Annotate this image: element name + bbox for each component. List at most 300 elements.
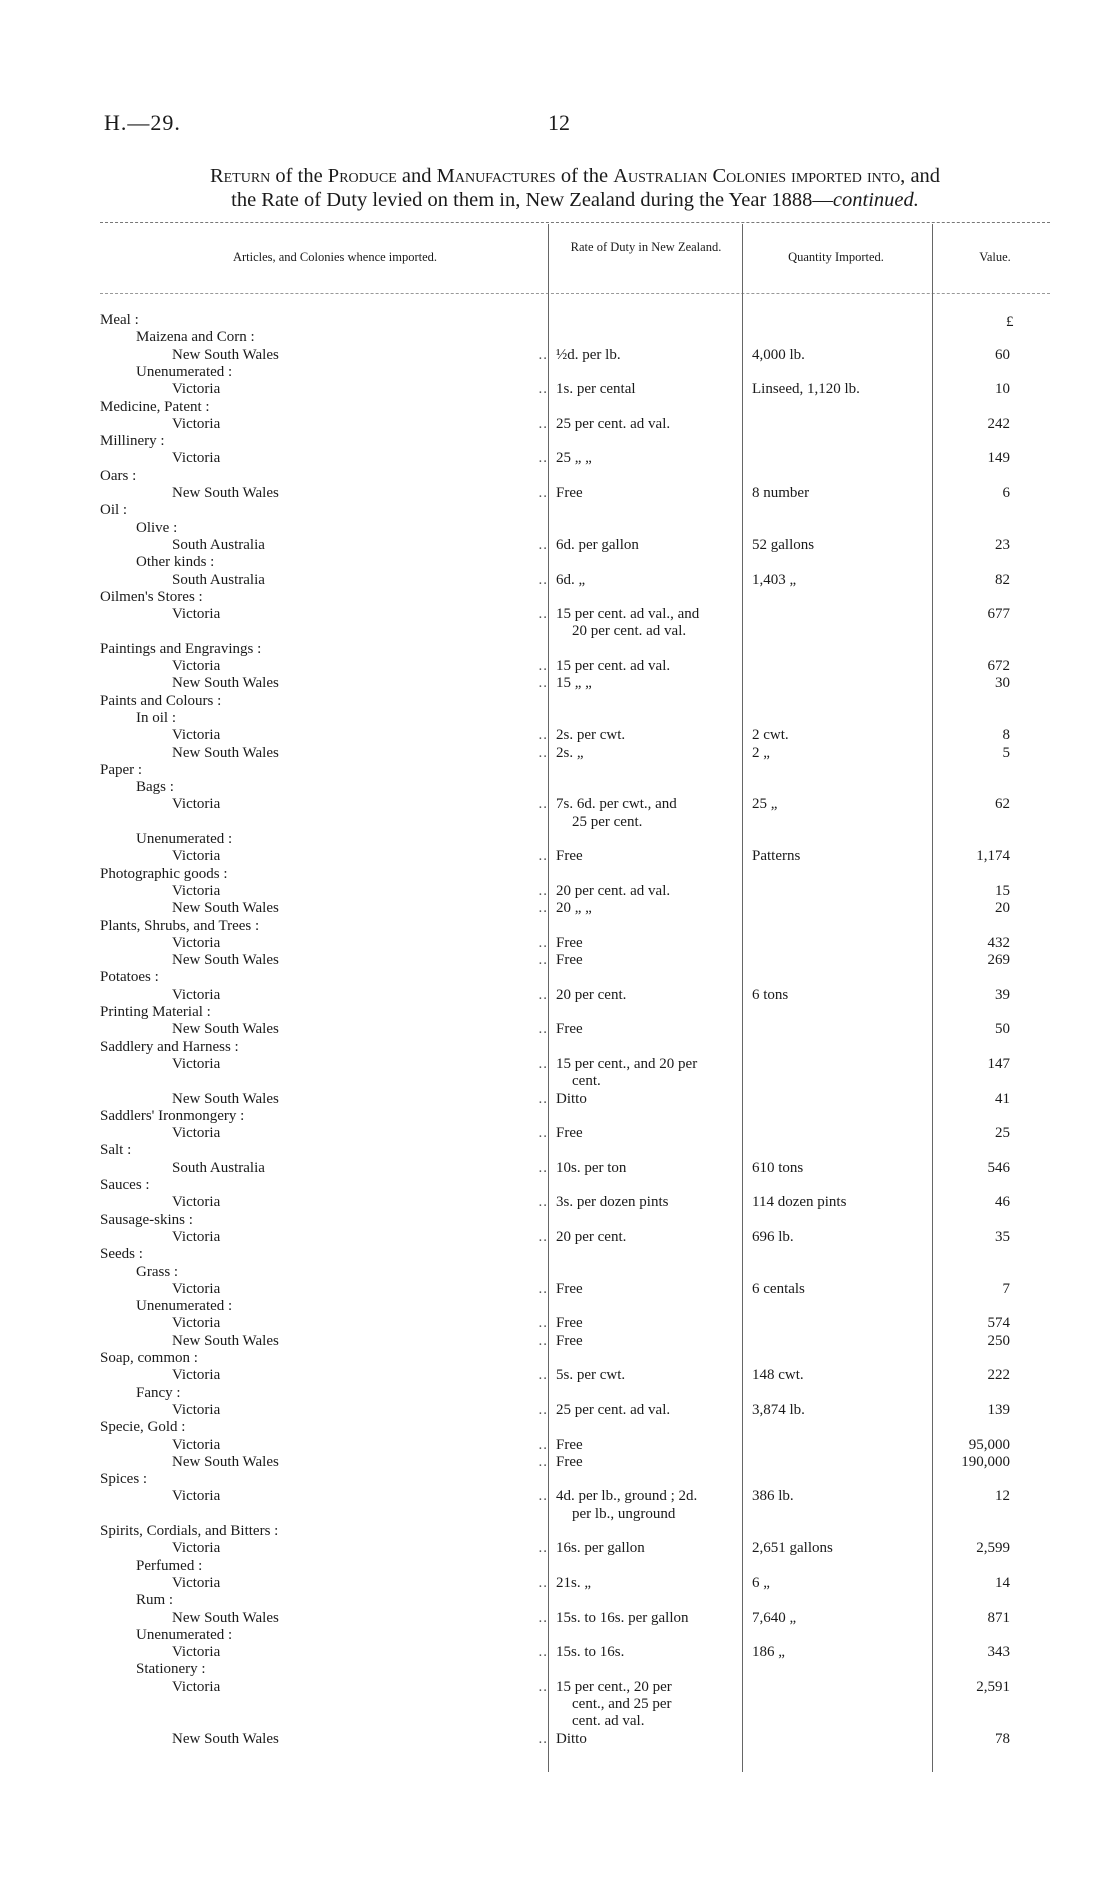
value-amount: 78 — [995, 1730, 1010, 1747]
leader-dots: .. — [538, 1332, 548, 1349]
value-amount: 35 — [995, 1228, 1010, 1245]
table-row — [0, 364, 1114, 381]
value-amount: 343 — [987, 1644, 1010, 1661]
table-row — [0, 1731, 1114, 1748]
table-row — [0, 1644, 1114, 1661]
leader-dots: .. — [538, 900, 548, 917]
row-label: New South Wales — [172, 744, 279, 761]
duty-rate: 21s. „ — [556, 1574, 591, 1591]
value-amount: 242 — [987, 415, 1010, 432]
col-header-quantity: Quantity Imported. — [788, 250, 884, 264]
table-row — [0, 1021, 1114, 1038]
duty-rate: Free — [556, 1021, 583, 1038]
table-row — [0, 1540, 1114, 1557]
row-label: Victoria — [172, 381, 221, 398]
duty-rate: 15 per cent. ad val., and — [556, 606, 700, 623]
table-row — [0, 1575, 1114, 1592]
quantity-imported: 1,403 „ — [752, 571, 797, 588]
table-row — [0, 1073, 1114, 1090]
value-amount: 62 — [995, 796, 1010, 813]
duty-rate: 20 per cent. — [556, 1228, 627, 1245]
quantity-imported: 25 „ — [752, 796, 778, 813]
table-row — [0, 1679, 1114, 1696]
table-row — [0, 554, 1114, 571]
table-row — [0, 969, 1114, 986]
duty-rate: Free — [556, 934, 583, 951]
duty-rate-continued: cent. — [572, 1073, 601, 1090]
duty-rate: 15 per cent., and 20 per — [556, 1055, 698, 1072]
top-rule — [100, 222, 1050, 223]
table-row — [0, 1696, 1114, 1713]
row-label: Victoria — [172, 796, 221, 813]
duty-rate: Free — [556, 1436, 583, 1453]
row-label: Printing Material : — [100, 1004, 211, 1020]
value-amount: 546 — [987, 1159, 1010, 1176]
row-label: New South Wales — [172, 1453, 279, 1470]
row-label: Seeds : — [100, 1246, 143, 1263]
duty-rate: 15s. to 16s. per gallon — [556, 1609, 689, 1626]
table-row — [0, 1385, 1114, 1402]
leader-dots: .. — [538, 986, 548, 1003]
row-label: Fancy : — [136, 1384, 181, 1401]
duty-rate: ½d. per lb. — [556, 346, 621, 363]
leader-dots: .. — [538, 1315, 548, 1332]
value-amount: 12 — [995, 1488, 1010, 1505]
table-row — [0, 641, 1114, 658]
row-label: Meal : — [100, 312, 139, 328]
row-label: Victoria — [172, 415, 221, 432]
row-label: Saddlers' Ironmongery : — [100, 1107, 245, 1124]
table-row — [0, 1039, 1114, 1056]
duty-rate: Free — [556, 952, 583, 969]
quantity-imported: 148 cwt. — [752, 1367, 804, 1384]
row-label: Victoria — [172, 727, 221, 744]
value-amount: 95,000 — [968, 1436, 1010, 1453]
leader-dots: .. — [538, 1678, 548, 1695]
quantity-imported: 696 lb. — [752, 1228, 794, 1245]
table-row — [0, 1402, 1114, 1419]
row-label: Victoria — [172, 658, 221, 674]
leader-dots: .. — [538, 1453, 548, 1470]
title-word: and — [401, 165, 432, 187]
leader-dots: .. — [538, 796, 548, 813]
leader-dots: .. — [538, 658, 548, 674]
table-row — [0, 693, 1114, 710]
leader-dots: .. — [538, 1436, 548, 1453]
table-row — [0, 1713, 1114, 1730]
table-row — [0, 416, 1114, 433]
leader-dots: .. — [538, 1401, 548, 1418]
table-row — [0, 1142, 1114, 1159]
table-row — [0, 675, 1114, 692]
value-amount: 139 — [987, 1401, 1010, 1418]
table-row — [0, 710, 1114, 727]
row-label: Oil : — [100, 502, 128, 519]
table-row — [0, 1627, 1114, 1644]
table-row — [0, 329, 1114, 346]
document-reference: H.—29. — [104, 110, 181, 135]
duty-rate: 20 per cent. — [556, 986, 627, 1003]
value-amount: 432 — [987, 934, 1010, 951]
header-rule — [100, 293, 1050, 294]
leader-dots: .. — [538, 1367, 548, 1384]
row-label: New South Wales — [172, 1090, 279, 1107]
duty-rate: 1s. per cental — [556, 381, 636, 398]
row-label: Victoria — [172, 1194, 221, 1211]
table-row — [0, 1108, 1114, 1125]
value-amount: 2,599 — [976, 1540, 1010, 1557]
row-label: New South Wales — [172, 675, 279, 692]
table-row — [0, 450, 1114, 467]
value-amount: 6 — [1002, 485, 1010, 501]
row-label: Victoria — [172, 1574, 221, 1591]
row-label: Millinery : — [100, 433, 165, 450]
table-row — [0, 1488, 1114, 1505]
leader-dots: .. — [538, 1021, 548, 1038]
leader-dots: .. — [538, 346, 548, 363]
leader-dots: .. — [538, 882, 548, 899]
table-row — [0, 987, 1114, 1004]
value-amount: 149 — [987, 450, 1010, 467]
row-label: Oars : — [100, 467, 137, 484]
leader-dots: .. — [538, 934, 548, 951]
row-label: Paintings and Engravings : — [100, 640, 262, 657]
value-amount: 23 — [995, 536, 1010, 553]
leader-dots: .. — [538, 1540, 548, 1557]
value-amount: 60 — [995, 346, 1010, 363]
row-label: Victoria — [172, 882, 221, 899]
table-row — [0, 1558, 1114, 1575]
row-label: Salt : — [100, 1142, 132, 1159]
duty-rate: 20 „ „ — [556, 900, 592, 917]
value-amount: 7 — [1002, 1280, 1010, 1297]
quantity-imported: 6 „ — [752, 1574, 770, 1591]
leader-dots: .. — [538, 744, 548, 761]
row-label: Spirits, Cordials, and Bitters : — [100, 1523, 279, 1539]
leader-dots: .. — [538, 1194, 548, 1211]
row-label: New South Wales — [172, 1609, 279, 1626]
quantity-imported: 8 number — [752, 485, 810, 501]
duty-rate: 10s. per ton — [556, 1159, 627, 1176]
table-row — [0, 1281, 1114, 1298]
title-continued: continued. — [832, 189, 919, 211]
table-row — [0, 502, 1114, 519]
row-label: Victoria — [172, 1228, 221, 1245]
table-row — [0, 866, 1114, 883]
table-row — [0, 1437, 1114, 1454]
leader-dots: .. — [538, 381, 548, 398]
duty-rate: 20 per cent. ad val. — [556, 882, 671, 899]
duty-rate: Free — [556, 848, 583, 865]
table-row — [0, 745, 1114, 762]
duty-rate: 25 per cent. ad val. — [556, 415, 671, 432]
duty-rate: Free — [556, 1125, 583, 1142]
table-row — [0, 468, 1114, 485]
row-label: New South Wales — [172, 952, 279, 969]
duty-rate: 7s. 6d. per cwt., and — [556, 796, 677, 813]
leader-dots: .. — [538, 536, 548, 553]
leader-dots: .. — [538, 1609, 548, 1626]
title-word: Return — [209, 165, 271, 187]
row-label: Victoria — [172, 934, 221, 951]
row-label: Paper : — [100, 761, 143, 778]
value-amount: 222 — [987, 1367, 1010, 1384]
col-header-value: Value. — [979, 250, 1011, 264]
quantity-imported: Linseed, 1,120 lb. — [752, 381, 860, 398]
row-label: New South Wales — [172, 1332, 279, 1349]
table-row — [0, 1125, 1114, 1142]
row-label: New South Wales — [172, 485, 279, 501]
table-row — [0, 1506, 1114, 1523]
leader-dots: .. — [538, 1125, 548, 1142]
table-row — [0, 935, 1114, 952]
table-row — [0, 1264, 1114, 1281]
row-label: Victoria — [172, 986, 221, 1003]
value-amount: 147 — [987, 1055, 1010, 1072]
table-row — [0, 606, 1114, 623]
value-amount: 30 — [995, 675, 1010, 692]
duty-rate-continued: cent. ad val. — [572, 1713, 645, 1730]
duty-rate: 6d. „ — [556, 571, 586, 588]
table-row — [0, 1523, 1114, 1540]
row-label: New South Wales — [172, 900, 279, 917]
table-row — [0, 762, 1114, 779]
duty-rate: Free — [556, 1280, 583, 1297]
row-label: Victoria — [172, 606, 221, 623]
duty-rate: 15s. to 16s. — [556, 1644, 625, 1661]
value-amount: 574 — [987, 1315, 1010, 1332]
row-label: Stationery : — [136, 1661, 206, 1678]
title-line-2: the Rate of Duty levied on them in, New Zealand during the Year 1888— — [231, 189, 833, 211]
leader-dots: .. — [538, 485, 548, 501]
row-label: South Australia — [172, 571, 265, 588]
value-amount: 39 — [995, 986, 1010, 1003]
leader-dots: .. — [538, 415, 548, 432]
table-row — [0, 537, 1114, 554]
duty-rate-continued: 20 per cent. ad val. — [572, 623, 687, 640]
leader-dots: .. — [538, 952, 548, 969]
row-label: Victoria — [172, 1401, 221, 1418]
page-title — [100, 164, 1050, 212]
row-label: Other kinds : — [136, 554, 215, 571]
quantity-imported: 7,640 „ — [752, 1609, 797, 1626]
value-amount: 8 — [1002, 727, 1010, 744]
title-word: of the — [275, 165, 323, 187]
leader-dots: .. — [538, 1644, 548, 1661]
quantity-imported: 610 tons — [752, 1159, 804, 1176]
leader-dots: .. — [538, 571, 548, 588]
leader-dots: .. — [538, 1159, 548, 1176]
table-row — [0, 623, 1114, 640]
duty-rate: Free — [556, 1332, 583, 1349]
row-label: Bags : — [136, 779, 174, 796]
table-row — [0, 589, 1114, 606]
table-row — [0, 1315, 1114, 1332]
quantity-imported: 2,651 gallons — [752, 1540, 833, 1557]
row-label: Victoria — [172, 1436, 221, 1453]
leader-dots: .. — [538, 450, 548, 467]
row-label: Olive : — [136, 519, 178, 536]
duty-rate-continued: cent., and 25 per — [572, 1696, 672, 1712]
leader-dots: .. — [538, 1090, 548, 1107]
table-row — [0, 347, 1114, 364]
table-row — [0, 883, 1114, 900]
row-label: Unenumerated : — [136, 1298, 233, 1315]
quantity-imported: 2 „ — [752, 744, 770, 761]
table-row — [0, 952, 1114, 969]
value-amount: 5 — [1002, 744, 1010, 761]
row-label: Victoria — [172, 1125, 221, 1142]
row-label: Victoria — [172, 1540, 221, 1557]
table-row — [0, 1246, 1114, 1263]
table-row — [0, 1367, 1114, 1384]
value-amount: 1,174 — [976, 848, 1010, 865]
row-label: Potatoes : — [100, 969, 159, 986]
row-label: Soap, common : — [100, 1350, 198, 1366]
value-amount: 190,000 — [961, 1453, 1010, 1470]
row-label: Unenumerated : — [136, 1626, 233, 1643]
table-row — [0, 1229, 1114, 1246]
title-word: and — [910, 165, 941, 187]
table-row — [0, 1212, 1114, 1229]
row-label: Victoria — [172, 450, 221, 467]
row-label: Victoria — [172, 1678, 221, 1695]
row-label: Rum : — [136, 1592, 174, 1609]
leader-dots: .. — [538, 675, 548, 692]
value-amount: 41 — [995, 1090, 1010, 1107]
row-label: Unenumerated : — [136, 831, 233, 847]
value-amount: 2,591 — [976, 1678, 1010, 1695]
quantity-imported: 4,000 lb. — [752, 346, 805, 363]
table-row — [0, 1592, 1114, 1609]
quantity-imported: Patterns — [752, 848, 801, 865]
leader-dots: .. — [538, 1280, 548, 1297]
duty-rate: 4d. per lb., ground ; 2d. — [556, 1488, 698, 1505]
table-row — [0, 779, 1114, 796]
leader-dots: .. — [538, 1228, 548, 1245]
row-label: New South Wales — [172, 346, 279, 363]
row-label: Medicine, Patent : — [100, 398, 210, 415]
duty-rate: 25 „ „ — [556, 450, 592, 467]
leader-dots: .. — [538, 1574, 548, 1591]
row-label: Oilmen's Stores : — [100, 588, 203, 605]
table-row — [0, 1160, 1114, 1177]
row-label: Unenumerated : — [136, 363, 233, 380]
row-label: Specie, Gold : — [100, 1419, 186, 1436]
row-label: Spices : — [100, 1471, 148, 1488]
quantity-imported: 52 gallons — [752, 536, 815, 553]
value-amount: 46 — [995, 1194, 1010, 1211]
currency-symbol: £ — [1006, 314, 1014, 330]
quantity-imported: 114 dozen pints — [752, 1194, 847, 1211]
value-amount: 50 — [995, 1021, 1010, 1038]
table-row — [0, 658, 1114, 675]
leader-dots: .. — [538, 1055, 548, 1072]
duty-rate: 2s. per cwt. — [556, 727, 626, 744]
table-row — [0, 520, 1114, 537]
table-row — [0, 900, 1114, 917]
quantity-imported: 386 lb. — [752, 1488, 794, 1505]
row-label: Perfumed : — [136, 1557, 203, 1574]
value-amount: 672 — [987, 658, 1010, 674]
row-label: Victoria — [172, 1055, 221, 1072]
table-row — [0, 727, 1114, 744]
duty-rate: Ditto — [556, 1090, 587, 1107]
duty-rate: Free — [556, 485, 583, 501]
table-row — [0, 848, 1114, 865]
title-word: Australian Colonies imported into, — [613, 165, 906, 187]
table-row — [0, 485, 1114, 502]
leader-dots: .. — [538, 727, 548, 744]
leader-dots: .. — [538, 848, 548, 865]
row-label: South Australia — [172, 1159, 265, 1176]
duty-rate: 16s. per gallon — [556, 1540, 645, 1557]
row-label: Plants, Shrubs, and Trees : — [100, 917, 260, 934]
table-row — [0, 1177, 1114, 1194]
title-word: Manufactures — [436, 165, 556, 187]
table-row — [0, 1350, 1114, 1367]
value-amount: 250 — [987, 1332, 1010, 1349]
value-amount: 677 — [987, 606, 1010, 623]
table-row — [0, 814, 1114, 831]
table-row — [0, 433, 1114, 450]
row-label: Grass : — [136, 1263, 179, 1280]
row-label: Sausage-skins : — [100, 1211, 193, 1228]
leader-dots: .. — [538, 1488, 548, 1505]
quantity-imported: 6 tons — [752, 986, 789, 1003]
value-amount: 14 — [995, 1574, 1010, 1591]
table-row — [0, 1194, 1114, 1211]
table-row — [0, 831, 1114, 848]
duty-rate: Ditto — [556, 1730, 587, 1747]
duty-rate: 3s. per dozen pints — [556, 1194, 669, 1211]
row-label: South Australia — [172, 536, 265, 553]
title-word: of the — [560, 165, 609, 187]
row-label: Photographic goods : — [100, 865, 228, 882]
quantity-imported: 186 „ — [752, 1644, 785, 1661]
value-amount: 15 — [995, 882, 1010, 899]
table-row — [0, 1471, 1114, 1488]
table-row — [0, 918, 1114, 935]
row-label: Victoria — [172, 1488, 221, 1505]
duty-rate: 15 per cent. ad val. — [556, 658, 671, 674]
table-row — [0, 312, 1114, 329]
duty-rate-continued: 25 per cent. — [572, 813, 643, 830]
value-amount: 10 — [995, 381, 1010, 398]
value-amount: 871 — [987, 1609, 1010, 1626]
duty-rate: 15 „ „ — [556, 675, 592, 692]
col-header-rate: Rate of Duty in New Zealand. — [570, 240, 722, 254]
duty-rate: Free — [556, 1453, 583, 1470]
duty-rate-continued: per lb., unground — [572, 1505, 676, 1522]
duty-rate: 25 per cent. ad val. — [556, 1401, 671, 1418]
row-label: Victoria — [172, 1280, 221, 1297]
table-row — [0, 572, 1114, 589]
row-label: Victoria — [172, 1315, 221, 1332]
value-amount: 20 — [995, 900, 1010, 917]
row-label: Victoria — [172, 1644, 221, 1661]
table-row — [0, 1333, 1114, 1350]
quantity-imported: 3,874 lb. — [752, 1401, 805, 1418]
table-row — [0, 1298, 1114, 1315]
leader-dots: .. — [538, 606, 548, 623]
value-amount: 269 — [987, 952, 1010, 969]
row-label: Saddlery and Harness : — [100, 1038, 239, 1055]
value-amount: 25 — [995, 1125, 1010, 1142]
col-header-articles: Articles, and Colonies whence imported. — [232, 250, 438, 264]
row-label: New South Wales — [172, 1021, 279, 1038]
quantity-imported: 2 cwt. — [752, 727, 789, 744]
